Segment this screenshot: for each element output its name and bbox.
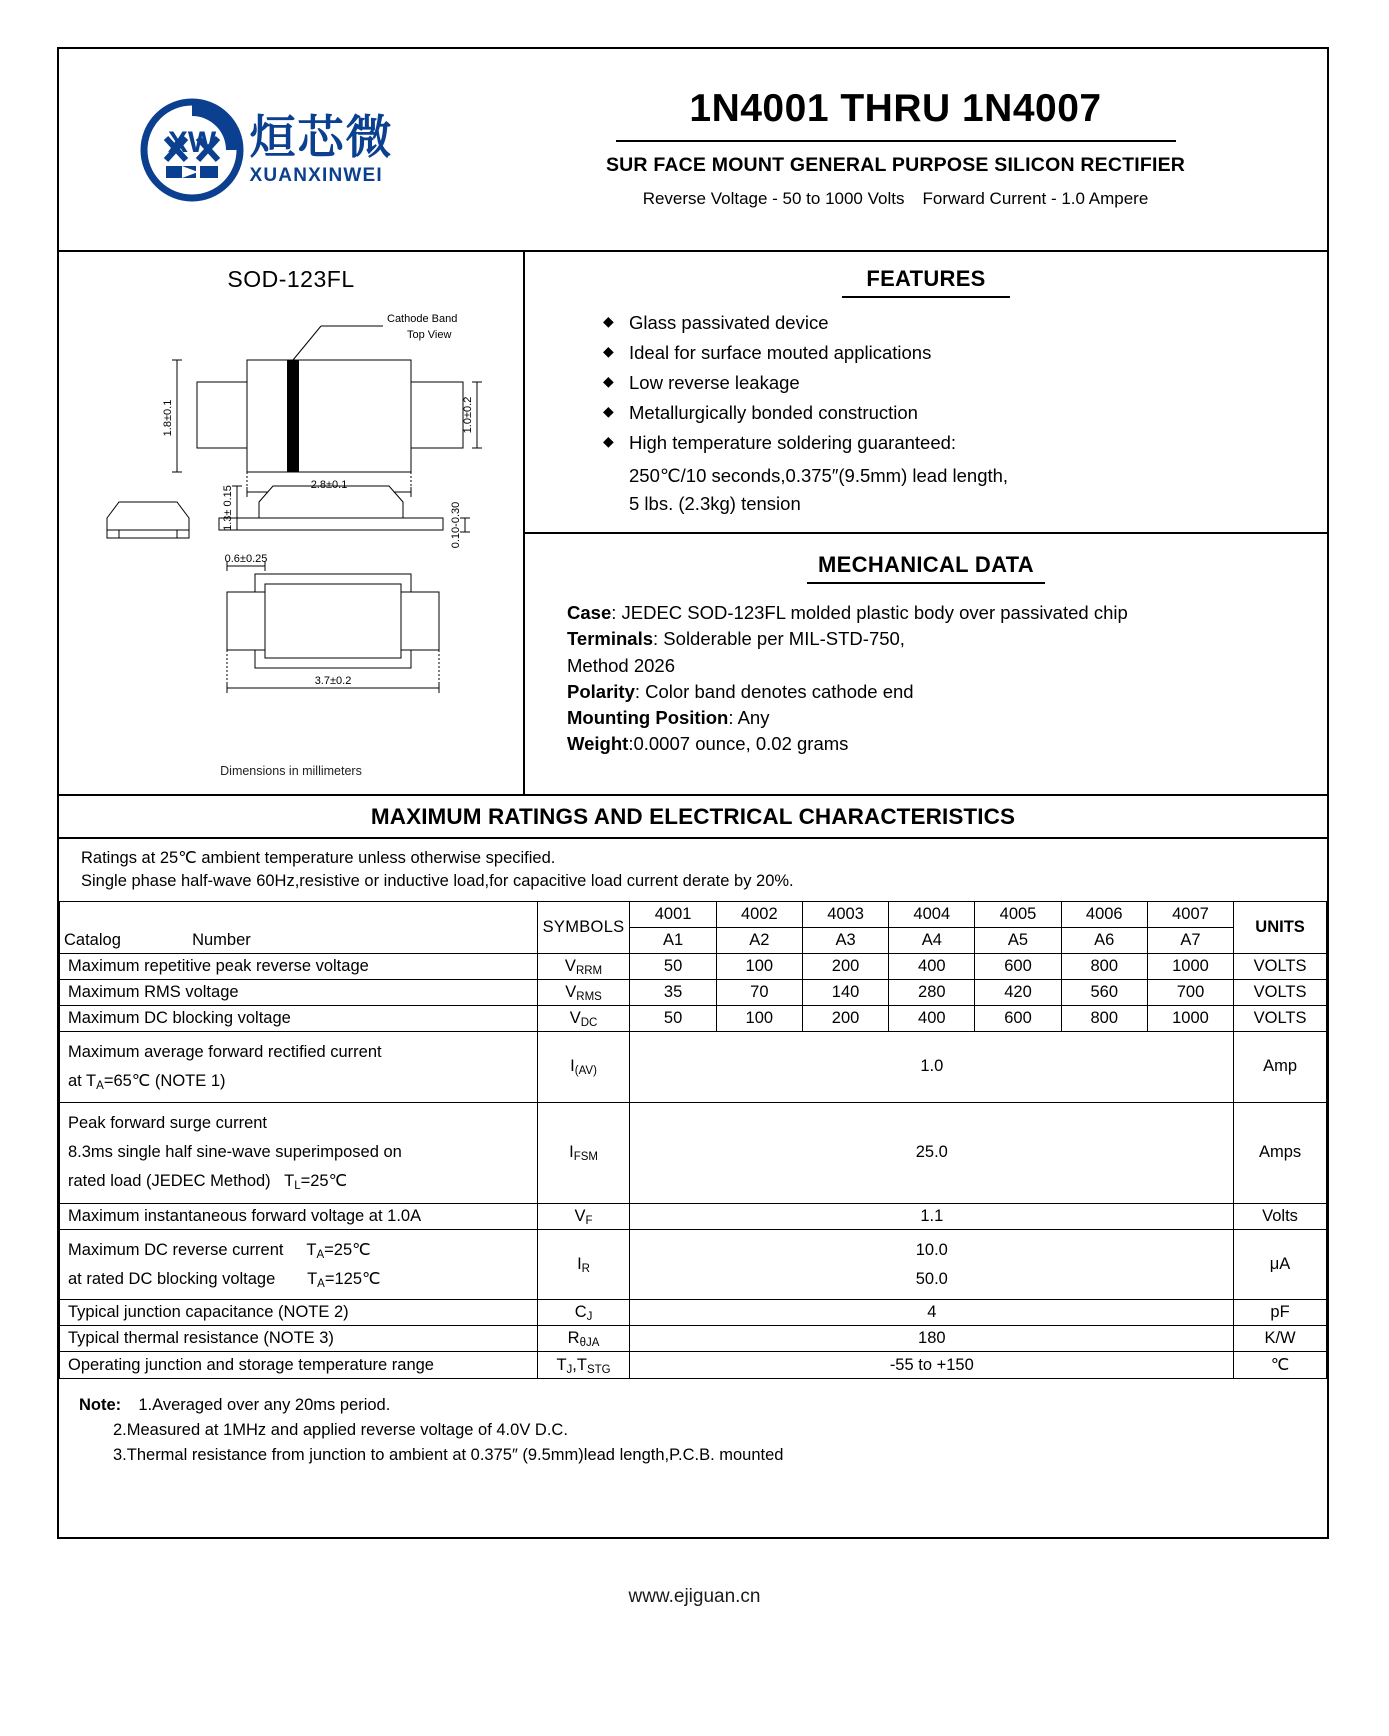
row-label xyxy=(60,1229,538,1300)
cell-value: 50 xyxy=(630,953,716,979)
list-item xyxy=(603,342,1327,364)
col-header-4003: 4003 xyxy=(802,901,888,927)
table-row xyxy=(60,1326,1327,1352)
number-label: Number xyxy=(192,930,251,949)
row-label: Maximum instantaneous forward voltage at 1.0A xyxy=(60,1203,538,1229)
mech-row xyxy=(567,705,1327,731)
feature-subline-1: 250℃/10 seconds,0.375″(9.5mm) lead length, xyxy=(629,465,1009,486)
header xyxy=(59,49,1327,252)
mech-value: : Any xyxy=(728,707,770,729)
col-header-4007: 4007 xyxy=(1147,901,1233,927)
cell-value: 600 xyxy=(975,953,1061,979)
cell-unit: Volts xyxy=(1234,1203,1327,1229)
diamond-bullet-icon: ◆ xyxy=(603,433,614,449)
feature-text: Low reverse leakage xyxy=(629,372,800,393)
forward-current-spec: Forward Current - 1.0 Ampere xyxy=(922,189,1149,208)
table-row xyxy=(60,953,1327,979)
cell-unit: VOLTS xyxy=(1234,953,1327,979)
row-symbol: RθJA xyxy=(537,1326,630,1352)
header-spec-line xyxy=(464,189,1327,209)
col-code-a6: A6 xyxy=(1061,927,1147,953)
mech-row xyxy=(567,600,1327,626)
cell-value-group xyxy=(630,1229,1234,1300)
row-label xyxy=(60,1102,538,1203)
col-code-a7: A7 xyxy=(1147,927,1233,953)
row-label: Maximum DC blocking voltage xyxy=(60,1005,538,1031)
catalog-label: Catalog xyxy=(64,930,121,949)
row-label: Maximum RMS voltage xyxy=(60,979,538,1005)
cell-value: 140 xyxy=(802,979,888,1005)
cell-unit: VOLTS xyxy=(1234,1005,1327,1031)
row-label-line: at rated DC blocking voltage TA=125℃ xyxy=(68,1269,381,1290)
note-item-3: 3.Thermal resistance from junction to ambient at 0.375″ (9.5mm)lead length,P.C.B. mounted xyxy=(113,1445,784,1464)
col-code-a4: A4 xyxy=(889,927,975,953)
ratings-heading: MAXIMUM RATINGS AND ELECTRICAL CHARACTERISTICS xyxy=(59,796,1327,839)
mech-value: :0.0007 ounce, 0.02 grams xyxy=(628,733,849,755)
table-row xyxy=(60,1300,1327,1326)
row-symbol: I(AV) xyxy=(537,1031,630,1102)
col-header-4002: 4002 xyxy=(716,901,802,927)
cell-value: 200 xyxy=(802,1005,888,1031)
mech-label: Case xyxy=(567,602,612,623)
mech-value: : Color band denotes cathode end xyxy=(634,680,914,702)
cell-value: 4 xyxy=(630,1300,1234,1326)
diamond-bullet-icon: ◆ xyxy=(603,313,614,329)
middle-section xyxy=(59,252,1327,796)
table-row xyxy=(60,1203,1327,1229)
list-item xyxy=(603,312,1327,334)
cell-value: 800 xyxy=(1061,1005,1147,1031)
cell-value: 400 xyxy=(889,1005,975,1031)
feature-subline-2: 5 lbs. (2.3kg) tension xyxy=(629,492,801,514)
col-code-a1: A1 xyxy=(630,927,716,953)
footer-url[interactable]: www.ejiguan.cn xyxy=(628,1586,761,1607)
ratings-conditions xyxy=(59,839,1327,901)
cell-unit: Amp xyxy=(1234,1031,1327,1102)
title-cell xyxy=(464,49,1327,250)
mech-row xyxy=(567,626,1327,652)
mechanical-data-panel xyxy=(525,534,1327,794)
cell-value: 400 xyxy=(889,953,975,979)
cell-unit: ℃ xyxy=(1234,1352,1327,1379)
row-label-line: at TA=65℃ (NOTE 1) xyxy=(68,1071,226,1092)
row-symbol: VF xyxy=(537,1203,630,1229)
cell-unit: Amps xyxy=(1234,1102,1327,1203)
table-subheader-row xyxy=(60,927,1327,953)
notes-first-line xyxy=(79,1393,1327,1418)
table-row xyxy=(60,1102,1327,1203)
svg-text:XW: XW xyxy=(167,125,216,159)
col-code-a2: A2 xyxy=(716,927,802,953)
col-header-4005: 4005 xyxy=(975,901,1061,927)
cell-value: 50.0 xyxy=(915,1269,948,1288)
cell-value: 10.0 xyxy=(915,1240,948,1259)
logo-chinese-name: 烜芯微 xyxy=(249,110,394,164)
diamond-bullet-icon: ◆ xyxy=(603,373,614,389)
package-dimension-drawing xyxy=(59,296,525,756)
catalog-number-label xyxy=(60,927,538,953)
reverse-voltage-spec: Reverse Voltage - 50 to 1000 Volts xyxy=(642,189,905,208)
row-label: Operating junction and storage temperature range xyxy=(60,1352,538,1379)
cell-value: 200 xyxy=(802,953,888,979)
features-panel xyxy=(525,252,1327,534)
features-underline xyxy=(842,296,1010,298)
package-drawing-panel xyxy=(59,252,525,794)
callout-cathode-band: Cathode Band xyxy=(387,313,458,325)
features-title: FEATURES xyxy=(866,266,986,291)
row-label: Typical junction capacitance (NOTE 2) xyxy=(60,1300,538,1326)
row-symbol: IR xyxy=(537,1229,630,1300)
table-row xyxy=(60,1031,1327,1102)
mechanical-title: MECHANICAL DATA xyxy=(818,552,1034,577)
row-label: Typical thermal resistance (NOTE 3) xyxy=(60,1326,538,1352)
dim-side-right: 0.10-0.30 xyxy=(450,501,462,549)
cell-value: 600 xyxy=(975,1005,1061,1031)
row-symbol: VRRM xyxy=(537,953,630,979)
dim-pad-small: 0.6±0.25 xyxy=(224,553,268,565)
units-header: UNITS xyxy=(1234,901,1327,953)
notes-block xyxy=(59,1379,1327,1467)
row-symbol: IFSM xyxy=(537,1102,630,1203)
mech-label: Terminals xyxy=(567,628,654,650)
feature-text: Ideal for surface mouted applications xyxy=(629,342,932,363)
ratings-table xyxy=(59,901,1327,1380)
logo-cell xyxy=(59,49,464,250)
cell-value: 25.0 xyxy=(630,1102,1234,1203)
cell-value: 100 xyxy=(716,1005,802,1031)
notes-title: Note: xyxy=(79,1396,122,1415)
dim-lead-right: 1.0±0.2 xyxy=(462,396,474,434)
mech-value: : JEDEC SOD-123FL molded plastic body over passivated chip xyxy=(611,602,1128,623)
table-row xyxy=(60,979,1327,1005)
table-row xyxy=(60,1352,1327,1379)
dim-side-height: 1.3± 0.15 xyxy=(222,485,234,531)
page-title: 1N4001 THRU 1N4007 xyxy=(689,87,1102,130)
row-symbol: VDC xyxy=(537,1005,630,1031)
feature-text: Glass passivated device xyxy=(629,312,829,333)
cell-value: 50 xyxy=(630,1005,716,1031)
mech-row xyxy=(567,731,1327,757)
title-divider xyxy=(616,140,1176,142)
col-code-a3: A3 xyxy=(802,927,888,953)
page-subtitle: SUR FACE MOUNT GENERAL PURPOSE SILICON RECTIFIER xyxy=(605,154,1186,176)
cell-value: 800 xyxy=(1061,953,1147,979)
mech-label: Mounting Position xyxy=(567,707,729,729)
list-item xyxy=(603,402,1327,424)
catalog-header-cell xyxy=(60,901,538,927)
cell-value: 35 xyxy=(630,979,716,1005)
cell-value: 1000 xyxy=(1147,1005,1233,1031)
callout-top-view: Top View xyxy=(407,329,452,341)
col-header-4001: 4001 xyxy=(630,901,716,927)
row-symbol: CJ xyxy=(537,1300,630,1326)
package-title: SOD-123FL xyxy=(227,266,355,292)
note-item-2: 2.Measured at 1MHz and applied reverse voltage of 4.0V D.C. xyxy=(113,1421,568,1440)
cell-value: 1.0 xyxy=(630,1031,1234,1102)
cell-value: 560 xyxy=(1061,979,1147,1005)
ratings-note-line-2: Single phase half-wave 60Hz,resistive or inductive load,for capacitive load current derate by 20%. xyxy=(81,872,794,891)
cell-value: 280 xyxy=(889,979,975,1005)
symbols-header: SYMBOLS xyxy=(537,901,630,953)
feature-text: High temperature soldering guaranteed: xyxy=(629,432,957,453)
mech-row xyxy=(567,679,1327,705)
row-label-line: rated load (JEDEC Method) TL=25℃ xyxy=(68,1172,348,1193)
note-item-1: 1.Averaged over any 20ms period. xyxy=(138,1396,391,1415)
table-row xyxy=(60,1229,1327,1300)
row-label-line: Peak forward surge current xyxy=(68,1113,268,1132)
company-logo-icon xyxy=(140,98,244,202)
diamond-bullet-icon: ◆ xyxy=(603,403,614,419)
col-header-4004: 4004 xyxy=(889,901,975,927)
list-item xyxy=(603,432,1327,454)
mech-label: Weight xyxy=(567,733,629,755)
logo-english-name: XUANXINWEI xyxy=(249,165,383,186)
col-code-a5: A5 xyxy=(975,927,1061,953)
cell-value: 700 xyxy=(1147,979,1233,1005)
mechanical-underline xyxy=(807,582,1045,584)
table-row xyxy=(60,1005,1327,1031)
col-header-4006: 4006 xyxy=(1061,901,1147,927)
row-label-line: Maximum DC reverse current TA=25℃ xyxy=(68,1240,371,1261)
row-label-line: 8.3ms single half sine-wave superimposed on xyxy=(68,1142,402,1161)
cell-value: 70 xyxy=(716,979,802,1005)
mech-row xyxy=(567,653,1327,679)
diamond-bullet-icon: ◆ xyxy=(603,343,614,359)
mech-value: Method 2026 xyxy=(567,654,676,676)
cell-value: 420 xyxy=(975,979,1061,1005)
mechanical-list xyxy=(567,600,1327,758)
cell-unit: pF xyxy=(1234,1300,1327,1326)
dim-height-left: 1.8±0.1 xyxy=(162,399,174,437)
mech-label: Polarity xyxy=(567,680,635,702)
dim-pad-width: 3.7±0.2 xyxy=(314,675,352,687)
row-symbol: VRMS xyxy=(537,979,630,1005)
dim-width-top: 2.8±0.1 xyxy=(310,479,348,491)
datasheet-frame xyxy=(57,47,1329,1539)
row-label-line: Maximum average forward rectified current xyxy=(68,1042,382,1061)
feature-text: Metallurgically bonded construction xyxy=(629,402,918,423)
ratings-note-line-1: Ratings at 25℃ ambient temperature unless otherwise specified. xyxy=(81,849,556,867)
table-header-row xyxy=(60,901,1327,927)
cell-value: 100 xyxy=(716,953,802,979)
features-list xyxy=(603,312,1327,518)
mech-value: : Solderable per MIL-STD-750, xyxy=(653,628,905,650)
row-symbol: TJ,TSTG xyxy=(537,1352,630,1379)
cell-value: -55 to +150 xyxy=(630,1352,1234,1379)
list-item xyxy=(603,372,1327,394)
dimensions-note: Dimensions in millimeters xyxy=(220,764,362,778)
cell-unit: μA xyxy=(1234,1229,1327,1300)
cell-value: 1.1 xyxy=(630,1203,1234,1229)
right-column xyxy=(525,252,1327,794)
cell-value: 1000 xyxy=(1147,953,1233,979)
cell-unit: K/W xyxy=(1234,1326,1327,1352)
cell-value: 180 xyxy=(630,1326,1234,1352)
row-label: Maximum repetitive peak reverse voltage xyxy=(60,953,538,979)
row-label xyxy=(60,1031,538,1102)
cell-unit: VOLTS xyxy=(1234,979,1327,1005)
